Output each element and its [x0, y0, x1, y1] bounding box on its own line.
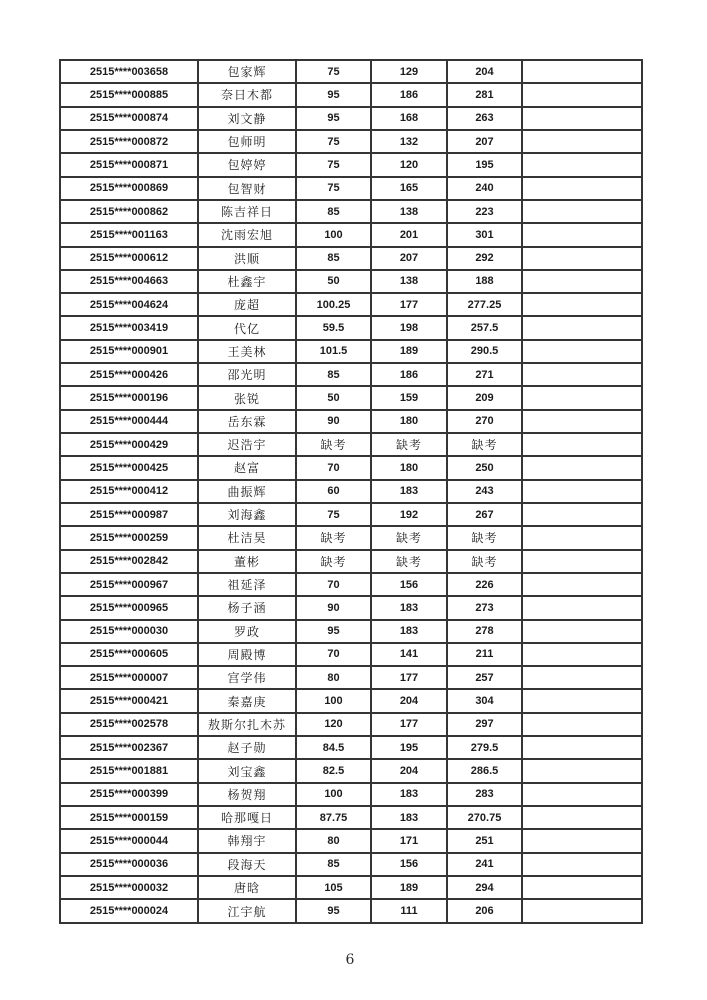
score-1-cell: 82.5 — [296, 759, 371, 782]
total-score-cell: 281 — [447, 83, 522, 106]
candidate-id-cell: 2515****000605 — [60, 643, 198, 666]
candidate-id-cell: 2515****000987 — [60, 503, 198, 526]
score-1-cell: 95 — [296, 107, 371, 130]
total-score-cell: 279.5 — [447, 736, 522, 759]
score-1-cell: 120 — [296, 713, 371, 736]
remark-cell — [522, 876, 642, 899]
table-row — [60, 503, 642, 526]
candidate-name-cell: 宫学伟 — [198, 666, 296, 689]
score-2-cell: 183 — [371, 620, 447, 643]
table-row — [60, 806, 642, 829]
score-1-cell: 85 — [296, 853, 371, 876]
table-row — [60, 643, 642, 666]
candidate-id-cell: 2515****000871 — [60, 153, 198, 176]
table-row — [60, 270, 642, 293]
score-2-cell: 129 — [371, 60, 447, 83]
score-2-cell: 186 — [371, 83, 447, 106]
remark-cell — [522, 83, 642, 106]
total-score-cell: 188 — [447, 270, 522, 293]
candidate-id-cell: 2515****000874 — [60, 107, 198, 130]
candidate-name-cell: 韩翔宇 — [198, 829, 296, 852]
score-2-cell: 207 — [371, 247, 447, 270]
total-score-cell: 223 — [447, 200, 522, 223]
candidate-name-cell: 杜洁昊 — [198, 526, 296, 549]
score-1-cell: 50 — [296, 386, 371, 409]
total-score-cell: 283 — [447, 783, 522, 806]
score-2-cell: 198 — [371, 316, 447, 339]
remark-cell — [522, 60, 642, 83]
table-row — [60, 247, 642, 270]
candidate-id-cell: 2515****000967 — [60, 573, 198, 596]
remark-cell — [522, 829, 642, 852]
score-1-cell: 70 — [296, 643, 371, 666]
candidate-id-cell: 2515****000259 — [60, 526, 198, 549]
candidate-name-cell: 江宇航 — [198, 899, 296, 923]
score-2-cell: 141 — [371, 643, 447, 666]
total-score-cell: 267 — [447, 503, 522, 526]
table-row — [60, 363, 642, 386]
candidate-id-cell: 2515****000036 — [60, 853, 198, 876]
candidate-id-cell: 2515****000044 — [60, 829, 198, 852]
total-score-cell: 240 — [447, 177, 522, 200]
remark-cell — [522, 456, 642, 479]
table-row — [60, 829, 642, 852]
candidate-name-cell: 洪顺 — [198, 247, 296, 270]
candidate-name-cell: 陈吉祥日 — [198, 200, 296, 223]
page-number: 6 — [345, 952, 355, 968]
score-2-cell: 缺考 — [371, 526, 447, 549]
table-row — [60, 410, 642, 433]
table-row — [60, 456, 642, 479]
total-score-cell: 缺考 — [447, 433, 522, 456]
score-1-cell: 50 — [296, 270, 371, 293]
candidate-name-cell: 周殿博 — [198, 643, 296, 666]
candidate-name-cell: 邵光明 — [198, 363, 296, 386]
candidate-name-cell: 庞超 — [198, 293, 296, 316]
score-1-cell: 75 — [296, 177, 371, 200]
score-2-cell: 159 — [371, 386, 447, 409]
candidate-name-cell: 岳东霖 — [198, 410, 296, 433]
score-2-cell: 156 — [371, 853, 447, 876]
remark-cell — [522, 270, 642, 293]
candidate-name-cell: 沈雨宏旭 — [198, 223, 296, 246]
remark-cell — [522, 340, 642, 363]
candidate-id-cell: 2515****002367 — [60, 736, 198, 759]
total-score-cell: 301 — [447, 223, 522, 246]
candidate-name-cell: 奈日木都 — [198, 83, 296, 106]
score-1-cell: 59.5 — [296, 316, 371, 339]
candidate-id-cell: 2515****000965 — [60, 596, 198, 619]
total-score-cell: 206 — [447, 899, 522, 923]
score-1-cell: 95 — [296, 899, 371, 923]
candidate-id-cell: 2515****000444 — [60, 410, 198, 433]
remark-cell — [522, 107, 642, 130]
score-1-cell: 缺考 — [296, 550, 371, 573]
remark-cell — [522, 200, 642, 223]
total-score-cell: 缺考 — [447, 526, 522, 549]
score-1-cell: 105 — [296, 876, 371, 899]
total-score-cell: 241 — [447, 853, 522, 876]
remark-cell — [522, 573, 642, 596]
total-score-cell: 211 — [447, 643, 522, 666]
candidate-name-cell: 赵富 — [198, 456, 296, 479]
score-2-cell: 177 — [371, 293, 447, 316]
candidate-id-cell: 2515****000024 — [60, 899, 198, 923]
remark-cell — [522, 620, 642, 643]
score-1-cell: 70 — [296, 456, 371, 479]
total-score-cell: 286.5 — [447, 759, 522, 782]
remark-cell — [522, 410, 642, 433]
candidate-id-cell: 2515****001881 — [60, 759, 198, 782]
table-row — [60, 480, 642, 503]
candidate-name-cell: 秦嘉庚 — [198, 689, 296, 712]
score-2-cell: 192 — [371, 503, 447, 526]
candidate-id-cell: 2515****002578 — [60, 713, 198, 736]
score-1-cell: 95 — [296, 620, 371, 643]
total-score-cell: 250 — [447, 456, 522, 479]
remark-cell — [522, 643, 642, 666]
candidate-id-cell: 2515****003658 — [60, 60, 198, 83]
score-1-cell: 84.5 — [296, 736, 371, 759]
candidate-id-cell: 2515****001163 — [60, 223, 198, 246]
table-row — [60, 340, 642, 363]
score-1-cell: 85 — [296, 200, 371, 223]
candidate-name-cell: 敖斯尔扎木苏 — [198, 713, 296, 736]
table-row — [60, 713, 642, 736]
score-1-cell: 缺考 — [296, 526, 371, 549]
score-2-cell: 168 — [371, 107, 447, 130]
score-1-cell: 85 — [296, 363, 371, 386]
score-2-cell: 132 — [371, 130, 447, 153]
remark-cell — [522, 596, 642, 619]
score-1-cell: 60 — [296, 480, 371, 503]
candidate-name-cell: 董彬 — [198, 550, 296, 573]
candidate-id-cell: 2515****000425 — [60, 456, 198, 479]
total-score-cell: 226 — [447, 573, 522, 596]
table-row — [60, 526, 642, 549]
table-row — [60, 736, 642, 759]
total-score-cell: 209 — [447, 386, 522, 409]
table-row — [60, 899, 642, 923]
remark-cell — [522, 316, 642, 339]
score-2-cell: 120 — [371, 153, 447, 176]
remark-cell — [522, 247, 642, 270]
score-1-cell: 70 — [296, 573, 371, 596]
score-2-cell: 189 — [371, 340, 447, 363]
candidate-name-cell: 刘宝鑫 — [198, 759, 296, 782]
table-row — [60, 60, 642, 83]
remark-cell — [522, 503, 642, 526]
candidate-name-cell: 赵子勋 — [198, 736, 296, 759]
total-score-cell: 195 — [447, 153, 522, 176]
candidate-name-cell: 罗政 — [198, 620, 296, 643]
total-score-cell: 292 — [447, 247, 522, 270]
table-row — [60, 107, 642, 130]
table-row — [60, 153, 642, 176]
table-row — [60, 433, 642, 456]
score-2-cell: 180 — [371, 410, 447, 433]
total-score-cell: 277.25 — [447, 293, 522, 316]
score-2-cell: 138 — [371, 200, 447, 223]
total-score-cell: 297 — [447, 713, 522, 736]
table-row — [60, 316, 642, 339]
score-2-cell: 183 — [371, 806, 447, 829]
table-row — [60, 666, 642, 689]
score-1-cell: 75 — [296, 503, 371, 526]
remark-cell — [522, 666, 642, 689]
table-row — [60, 759, 642, 782]
score-2-cell: 177 — [371, 666, 447, 689]
total-score-cell: 204 — [447, 60, 522, 83]
score-1-cell: 100 — [296, 783, 371, 806]
table-row — [60, 853, 642, 876]
remark-cell — [522, 526, 642, 549]
exam-results-table — [59, 59, 643, 924]
remark-cell — [522, 853, 642, 876]
table-row — [60, 596, 642, 619]
score-1-cell: 75 — [296, 60, 371, 83]
candidate-name-cell: 包婷婷 — [198, 153, 296, 176]
candidate-id-cell: 2515****000429 — [60, 433, 198, 456]
score-1-cell: 80 — [296, 829, 371, 852]
score-2-cell: 204 — [371, 759, 447, 782]
score-1-cell: 100 — [296, 223, 371, 246]
score-2-cell: 171 — [371, 829, 447, 852]
score-1-cell: 90 — [296, 410, 371, 433]
score-2-cell: 183 — [371, 480, 447, 503]
table-row — [60, 130, 642, 153]
candidate-id-cell: 2515****000412 — [60, 480, 198, 503]
score-2-cell: 186 — [371, 363, 447, 386]
table-row — [60, 783, 642, 806]
table-row — [60, 177, 642, 200]
total-score-cell: 243 — [447, 480, 522, 503]
remark-cell — [522, 293, 642, 316]
candidate-id-cell: 2515****000030 — [60, 620, 198, 643]
candidate-name-cell: 杜鑫宇 — [198, 270, 296, 293]
candidate-name-cell: 杨贺翔 — [198, 783, 296, 806]
score-2-cell: 138 — [371, 270, 447, 293]
total-score-cell: 290.5 — [447, 340, 522, 363]
candidate-id-cell: 2515****000872 — [60, 130, 198, 153]
score-1-cell: 100 — [296, 689, 371, 712]
candidate-name-cell: 王美林 — [198, 340, 296, 363]
candidate-id-cell: 2515****000007 — [60, 666, 198, 689]
score-2-cell: 201 — [371, 223, 447, 246]
total-score-cell: 缺考 — [447, 550, 522, 573]
candidate-id-cell: 2515****000421 — [60, 689, 198, 712]
remark-cell — [522, 759, 642, 782]
candidate-id-cell: 2515****002842 — [60, 550, 198, 573]
candidate-id-cell: 2515****004663 — [60, 270, 198, 293]
remark-cell — [522, 153, 642, 176]
score-2-cell: 165 — [371, 177, 447, 200]
remark-cell — [522, 736, 642, 759]
candidate-name-cell: 包师明 — [198, 130, 296, 153]
table-row — [60, 223, 642, 246]
score-1-cell: 101.5 — [296, 340, 371, 363]
score-2-cell: 195 — [371, 736, 447, 759]
score-2-cell: 缺考 — [371, 550, 447, 573]
remark-cell — [522, 899, 642, 923]
table-row — [60, 620, 642, 643]
candidate-name-cell: 曲振辉 — [198, 480, 296, 503]
candidate-name-cell: 刘海鑫 — [198, 503, 296, 526]
score-2-cell: 180 — [371, 456, 447, 479]
table-row — [60, 83, 642, 106]
candidate-id-cell: 2515****004624 — [60, 293, 198, 316]
candidate-name-cell: 杨子涵 — [198, 596, 296, 619]
remark-cell — [522, 713, 642, 736]
candidate-id-cell: 2515****000159 — [60, 806, 198, 829]
score-1-cell: 95 — [296, 83, 371, 106]
score-1-cell: 87.75 — [296, 806, 371, 829]
score-1-cell: 90 — [296, 596, 371, 619]
candidate-name-cell: 段海天 — [198, 853, 296, 876]
score-1-cell: 75 — [296, 153, 371, 176]
total-score-cell: 251 — [447, 829, 522, 852]
score-1-cell: 75 — [296, 130, 371, 153]
total-score-cell: 257 — [447, 666, 522, 689]
remark-cell — [522, 386, 642, 409]
remark-cell — [522, 550, 642, 573]
score-1-cell: 缺考 — [296, 433, 371, 456]
candidate-id-cell: 2515****000196 — [60, 386, 198, 409]
candidate-id-cell: 2515****000612 — [60, 247, 198, 270]
remark-cell — [522, 223, 642, 246]
score-1-cell: 80 — [296, 666, 371, 689]
total-score-cell: 294 — [447, 876, 522, 899]
candidate-id-cell: 2515****000399 — [60, 783, 198, 806]
candidate-id-cell: 2515****000901 — [60, 340, 198, 363]
candidate-name-cell: 迟浩宇 — [198, 433, 296, 456]
score-1-cell: 100.25 — [296, 293, 371, 316]
candidate-name-cell: 代亿 — [198, 316, 296, 339]
score-2-cell: 183 — [371, 596, 447, 619]
total-score-cell: 273 — [447, 596, 522, 619]
candidate-id-cell: 2515****000032 — [60, 876, 198, 899]
table-row — [60, 876, 642, 899]
remark-cell — [522, 363, 642, 386]
candidate-name-cell: 哈那嘎日 — [198, 806, 296, 829]
score-2-cell: 156 — [371, 573, 447, 596]
candidate-name-cell: 包智财 — [198, 177, 296, 200]
score-2-cell: 204 — [371, 689, 447, 712]
candidate-id-cell: 2515****000869 — [60, 177, 198, 200]
total-score-cell: 207 — [447, 130, 522, 153]
score-2-cell: 111 — [371, 899, 447, 923]
total-score-cell: 278 — [447, 620, 522, 643]
remark-cell — [522, 806, 642, 829]
remark-cell — [522, 783, 642, 806]
candidate-id-cell: 2515****000862 — [60, 200, 198, 223]
table-row — [60, 550, 642, 573]
score-2-cell: 缺考 — [371, 433, 447, 456]
remark-cell — [522, 689, 642, 712]
total-score-cell: 271 — [447, 363, 522, 386]
candidate-name-cell: 刘文静 — [198, 107, 296, 130]
total-score-cell: 257.5 — [447, 316, 522, 339]
total-score-cell: 270 — [447, 410, 522, 433]
score-2-cell: 183 — [371, 783, 447, 806]
total-score-cell: 270.75 — [447, 806, 522, 829]
table-row — [60, 689, 642, 712]
results-table-body — [60, 60, 642, 923]
candidate-name-cell: 祖延泽 — [198, 573, 296, 596]
remark-cell — [522, 177, 642, 200]
total-score-cell: 304 — [447, 689, 522, 712]
candidate-name-cell: 张锐 — [198, 386, 296, 409]
table-row — [60, 573, 642, 596]
table-row — [60, 293, 642, 316]
score-1-cell: 85 — [296, 247, 371, 270]
table-row — [60, 200, 642, 223]
candidate-id-cell: 2515****000885 — [60, 83, 198, 106]
score-2-cell: 189 — [371, 876, 447, 899]
total-score-cell: 263 — [447, 107, 522, 130]
remark-cell — [522, 480, 642, 503]
candidate-name-cell: 包家辉 — [198, 60, 296, 83]
candidate-name-cell: 唐晗 — [198, 876, 296, 899]
remark-cell — [522, 130, 642, 153]
candidate-id-cell: 2515****000426 — [60, 363, 198, 386]
candidate-id-cell: 2515****003419 — [60, 316, 198, 339]
remark-cell — [522, 433, 642, 456]
score-2-cell: 177 — [371, 713, 447, 736]
table-row — [60, 386, 642, 409]
